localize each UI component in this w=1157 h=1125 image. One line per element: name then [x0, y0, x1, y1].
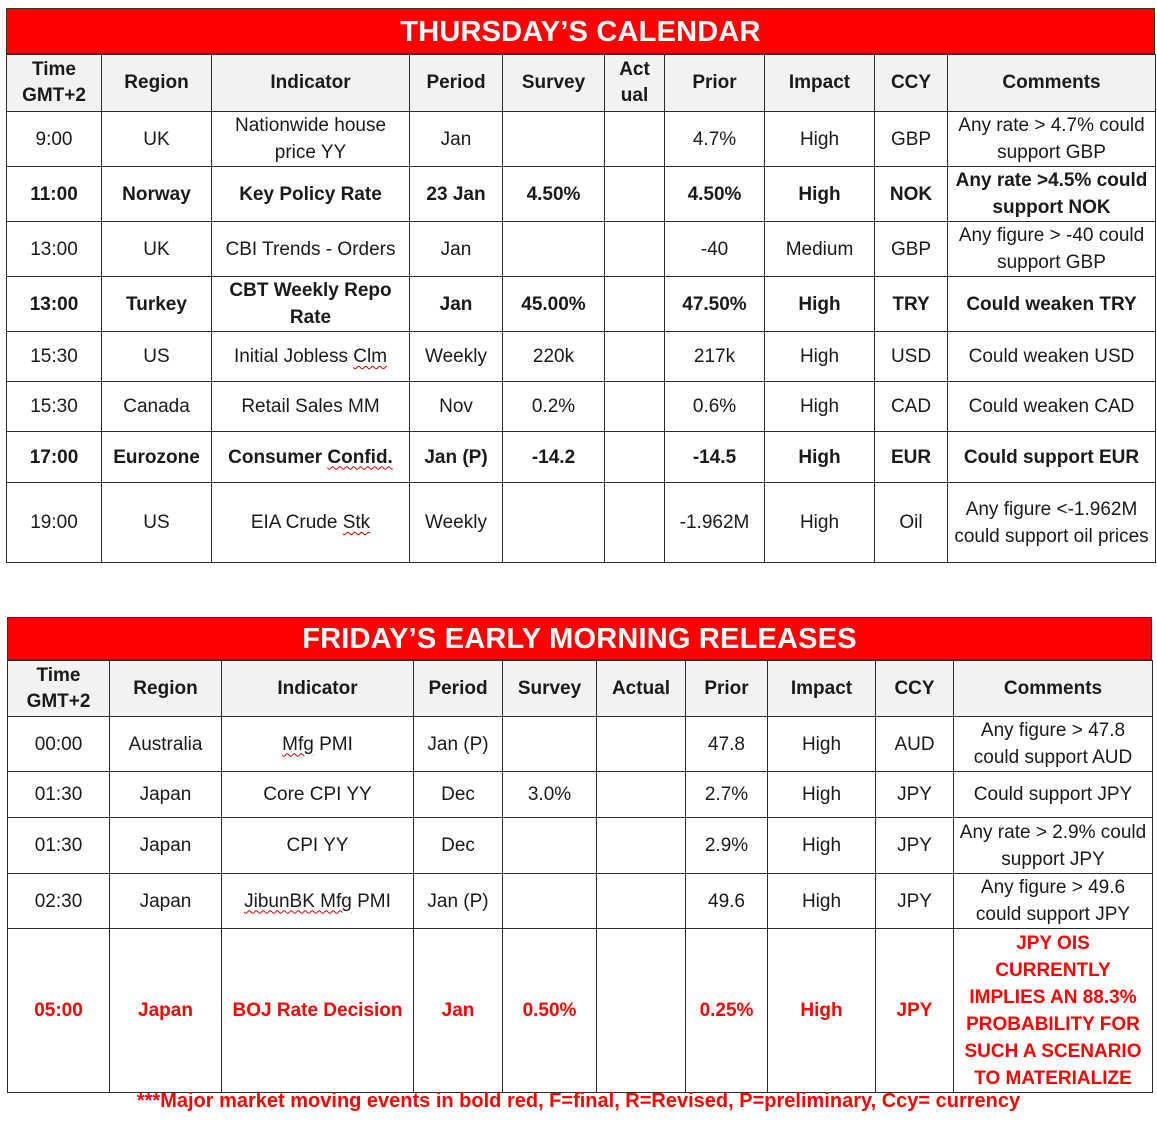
- header-period: Period: [410, 55, 503, 112]
- cell-period: Weekly: [410, 483, 503, 563]
- cell-survey: 45.00%: [503, 277, 605, 332]
- friday-title: FRIDAY’S EARLY MORNING RELEASES: [7, 617, 1152, 660]
- cell-comments: Any figure <-1.962M could support oil prices: [948, 483, 1156, 563]
- cell-period: Jan (P): [410, 432, 503, 483]
- table-row: [7, 167, 1156, 222]
- cell-impact: High: [768, 874, 876, 929]
- cell-impact: Medium: [765, 222, 875, 277]
- cell-ccy: EUR: [875, 432, 948, 483]
- cell-region: Eurozone: [102, 432, 212, 483]
- cell-actual: [605, 277, 665, 332]
- cell-prior: -14.5: [665, 432, 765, 483]
- table-row: [8, 818, 1153, 874]
- cell-actual: [605, 483, 665, 563]
- cell-ccy: Oil: [875, 483, 948, 563]
- header-survey: Survey: [503, 55, 605, 112]
- cell-time: 15:30: [7, 382, 102, 432]
- cell-comments: Could support JPY: [954, 772, 1153, 818]
- cell-time: 13:00: [7, 277, 102, 332]
- spellcheck-underline: Confid.: [327, 446, 393, 468]
- header-region: Region: [102, 55, 212, 112]
- table-row: [7, 483, 1156, 563]
- header-comments: Comments: [954, 661, 1153, 717]
- cell-survey: -14.2: [503, 432, 605, 483]
- header-prior: Prior: [665, 55, 765, 112]
- cell-region: UK: [102, 222, 212, 277]
- cell-survey: 3.0%: [503, 772, 597, 818]
- header-period: Period: [414, 661, 503, 717]
- friday-releases: [7, 617, 1152, 1093]
- header-region: Region: [110, 661, 222, 717]
- friday-table: [7, 660, 1153, 1093]
- header-actual: Act ual: [605, 55, 665, 112]
- cell-region: Turkey: [102, 277, 212, 332]
- cell-period: Weekly: [410, 332, 503, 382]
- header-time: Time GMT+2: [8, 661, 110, 717]
- cell-region: Japan: [110, 772, 222, 818]
- header-ccy: CCY: [875, 55, 948, 112]
- cell-survey: 0.50%: [503, 929, 597, 1093]
- table-row: [7, 112, 1156, 167]
- cell-time: 13:00: [7, 222, 102, 277]
- cell-period: Jan: [410, 222, 503, 277]
- cell-region: UK: [102, 112, 212, 167]
- cell-actual: [605, 432, 665, 483]
- cell-impact: High: [768, 717, 876, 772]
- header-impact: Impact: [765, 55, 875, 112]
- cell-period: Jan: [414, 929, 503, 1093]
- table-row: [7, 332, 1156, 382]
- cell-comments: Could weaken USD: [948, 332, 1156, 382]
- thursday-calendar: [6, 8, 1155, 563]
- cell-survey: 4.50%: [503, 167, 605, 222]
- cell-impact: High: [765, 483, 875, 563]
- cell-indicator: Consumer Confid.: [212, 432, 410, 483]
- cell-period: Dec: [414, 772, 503, 818]
- cell-region: Canada: [102, 382, 212, 432]
- cell-time: 11:00: [7, 167, 102, 222]
- cell-survey: [503, 818, 597, 874]
- cell-time: 05:00: [8, 929, 110, 1093]
- cell-ccy: JPY: [876, 818, 954, 874]
- cell-survey: [503, 222, 605, 277]
- cell-impact: High: [765, 432, 875, 483]
- cell-prior: -1.962M: [665, 483, 765, 563]
- cell-prior: 2.7%: [686, 772, 768, 818]
- cell-actual: [597, 818, 686, 874]
- cell-ccy: USD: [875, 332, 948, 382]
- cell-ccy: AUD: [876, 717, 954, 772]
- cell-comments: Any rate > 2.9% could support JPY: [954, 818, 1153, 874]
- cell-impact: High: [768, 772, 876, 818]
- thursday-table: [6, 54, 1156, 563]
- cell-comments: JPY OIS CURRENTLY IMPLIES AN 88.3% PROBABILITY FOR SUCH A SCENARIO TO MATERIALIZE: [954, 929, 1153, 1093]
- cell-period: Jan (P): [414, 874, 503, 929]
- cell-impact: High: [768, 929, 876, 1093]
- cell-region: Japan: [110, 929, 222, 1093]
- cell-period: Jan: [410, 277, 503, 332]
- cell-period: Dec: [414, 818, 503, 874]
- cell-actual: [605, 167, 665, 222]
- cell-indicator: CPI YY: [222, 818, 414, 874]
- cell-survey: [503, 112, 605, 167]
- cell-prior: 4.7%: [665, 112, 765, 167]
- cell-time: 19:00: [7, 483, 102, 563]
- cell-region: Japan: [110, 818, 222, 874]
- cell-time: 01:30: [8, 818, 110, 874]
- cell-region: Norway: [102, 167, 212, 222]
- header-row: [7, 55, 1156, 112]
- cell-ccy: NOK: [875, 167, 948, 222]
- header-ccy: CCY: [876, 661, 954, 717]
- table-row: [7, 277, 1156, 332]
- table-row: [8, 874, 1153, 929]
- cell-comments: Any rate >4.5% could support NOK: [948, 167, 1156, 222]
- table-row: [7, 432, 1156, 483]
- cell-survey: [503, 717, 597, 772]
- cell-ccy: TRY: [875, 277, 948, 332]
- cell-survey: [503, 874, 597, 929]
- cell-time: 01:30: [8, 772, 110, 818]
- cell-prior: 217k: [665, 332, 765, 382]
- cell-time: 02:30: [8, 874, 110, 929]
- cell-indicator: Key Policy Rate: [212, 167, 410, 222]
- cell-actual: [605, 332, 665, 382]
- cell-actual: [597, 929, 686, 1093]
- cell-region: US: [102, 483, 212, 563]
- header-survey: Survey: [503, 661, 597, 717]
- cell-period: Jan: [410, 112, 503, 167]
- cell-comments: Could weaken CAD: [948, 382, 1156, 432]
- cell-region: Japan: [110, 874, 222, 929]
- header-actual: Actual: [597, 661, 686, 717]
- cell-prior: 4.50%: [665, 167, 765, 222]
- cell-impact: High: [765, 332, 875, 382]
- cell-survey: 0.2%: [503, 382, 605, 432]
- cell-prior: 0.25%: [686, 929, 768, 1093]
- header-impact: Impact: [768, 661, 876, 717]
- cell-comments: Any figure > 47.8 could support AUD: [954, 717, 1153, 772]
- cell-comments: Could support EUR: [948, 432, 1156, 483]
- cell-indicator: JibunBK Mfg PMI: [222, 874, 414, 929]
- cell-actual: [605, 112, 665, 167]
- cell-comments: Could weaken TRY: [948, 277, 1156, 332]
- cell-time: 00:00: [8, 717, 110, 772]
- cell-prior: 47.50%: [665, 277, 765, 332]
- cell-actual: [605, 382, 665, 432]
- table-row: [8, 717, 1153, 772]
- cell-impact: High: [765, 382, 875, 432]
- cell-impact: High: [765, 112, 875, 167]
- spellcheck-underline: Stk: [342, 512, 371, 533]
- cell-time: 17:00: [7, 432, 102, 483]
- header-comments: Comments: [948, 55, 1156, 112]
- cell-region: US: [102, 332, 212, 382]
- header-prior: Prior: [686, 661, 768, 717]
- cell-ccy: JPY: [876, 772, 954, 818]
- cell-prior: 2.9%: [686, 818, 768, 874]
- cell-indicator: CBI Trends - Orders: [212, 222, 410, 277]
- cell-ccy: JPY: [876, 929, 954, 1093]
- header-indicator: Indicator: [212, 55, 410, 112]
- cell-actual: [597, 874, 686, 929]
- cell-ccy: GBP: [875, 222, 948, 277]
- spellcheck-underline: Clm: [353, 346, 388, 367]
- cell-ccy: CAD: [875, 382, 948, 432]
- cell-indicator: EIA Crude Stk: [212, 483, 410, 563]
- footnote: ***Major market moving events in bold red, F=final, R=Revised, P=preliminary, Ccy= currency: [136, 1090, 1021, 1112]
- cell-time: 9:00: [7, 112, 102, 167]
- cell-actual: [597, 717, 686, 772]
- cell-impact: High: [765, 277, 875, 332]
- cell-comments: Any rate > 4.7% could support GBP: [948, 112, 1156, 167]
- cell-indicator: Core CPI YY: [222, 772, 414, 818]
- cell-prior: 49.6: [686, 874, 768, 929]
- cell-indicator: Nationwide house price YY: [212, 112, 410, 167]
- cell-prior: 0.6%: [665, 382, 765, 432]
- table-row: [7, 382, 1156, 432]
- table-row: [8, 929, 1153, 1093]
- cell-indicator: Initial Jobless Clm: [212, 332, 410, 382]
- cell-period: Nov: [410, 382, 503, 432]
- table-row: [7, 222, 1156, 277]
- cell-indicator: BOJ Rate Decision: [222, 929, 414, 1093]
- cell-prior: -40: [665, 222, 765, 277]
- cell-survey: [503, 483, 605, 563]
- header-indicator: Indicator: [222, 661, 414, 717]
- cell-prior: 47.8: [686, 717, 768, 772]
- header-time: Time GMT+2: [7, 55, 102, 112]
- spellcheck-underline: JibunBK Mfg: [244, 890, 352, 912]
- cell-survey: 220k: [503, 332, 605, 382]
- cell-actual: [597, 772, 686, 818]
- header-row: [8, 661, 1153, 717]
- cell-indicator: Retail Sales MM: [212, 382, 410, 432]
- cell-time: 15:30: [7, 332, 102, 382]
- cell-impact: High: [768, 818, 876, 874]
- cell-period: 23 Jan: [410, 167, 503, 222]
- cell-indicator: Mfg PMI: [222, 717, 414, 772]
- cell-actual: [605, 222, 665, 277]
- cell-region: Australia: [110, 717, 222, 772]
- thursday-title: THURSDAY’S CALENDAR: [6, 8, 1155, 54]
- cell-impact: High: [765, 167, 875, 222]
- cell-period: Jan (P): [414, 717, 503, 772]
- cell-ccy: GBP: [875, 112, 948, 167]
- spellcheck-underline: Mfg: [282, 733, 314, 755]
- cell-comments: Any figure > -40 could support GBP: [948, 222, 1156, 277]
- table-row: [8, 772, 1153, 818]
- cell-ccy: JPY: [876, 874, 954, 929]
- cell-indicator: CBT Weekly Repo Rate: [212, 277, 410, 332]
- cell-comments: Any figure > 49.6 could support JPY: [954, 874, 1153, 929]
